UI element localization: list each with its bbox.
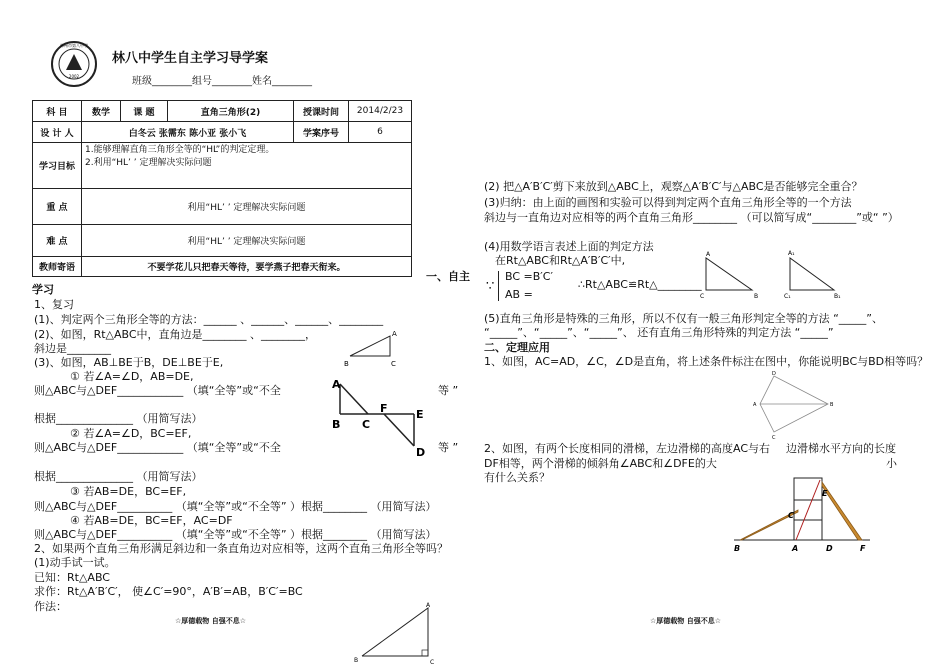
figure-triangle-abc-small — [340, 328, 400, 368]
section-title-self-study-b: 学习 — [32, 283, 54, 296]
left-line: 根据______________ （用简写法） — [34, 412, 203, 425]
left-line: ① 若∠A=∠D，AB=DE, — [70, 370, 194, 383]
left-line: 等 ” — [438, 384, 459, 397]
svg-text:D: D — [416, 446, 426, 459]
right-line: 1、如图，AC=AD，∠C，∠D是直角，将上述条件标注在图中，你能说明BC与BD相等吗？ — [484, 355, 929, 368]
left-line: ③ 若AB=DE，BC=EF, — [70, 485, 187, 498]
date-label: 授课时间 — [294, 101, 349, 122]
right-line: 2、如图，有两个长度相同的滑梯，左边滑梯的高度AC与右 — [484, 442, 771, 455]
right-line: (5)直角三角形是特殊的三角形，所以不仅有一般三角形判定全等的方法 “_____”、 — [484, 312, 883, 325]
info-table — [32, 100, 412, 277]
svg-text:F: F — [380, 402, 388, 415]
svg-text:A: A — [392, 330, 397, 338]
svg-text:A₁: A₁ — [788, 250, 795, 257]
subject-value: 数学 — [82, 101, 121, 122]
svg-text:C: C — [362, 418, 371, 431]
left-line: 已知：Rt△ABC — [34, 571, 110, 584]
logo-year: 2002 — [68, 74, 80, 79]
svg-text:A: A — [426, 602, 431, 609]
left-line: 则△ABC与△DEF__________ （填“全等”或“不全等” ）根据________ （用简写法） — [34, 500, 437, 513]
svg-text:B: B — [734, 544, 741, 553]
designer-label: 设 计 人 — [33, 122, 82, 143]
svg-text:B₁: B₁ — [834, 293, 841, 300]
since-symbol: ∵ — [486, 279, 495, 294]
topic-value: 直角三角形(2) — [168, 101, 294, 122]
right-line: “_____”、“_____”、“_____”、 还有直角三角形特殊的判定方法 “_____” — [484, 326, 834, 339]
section-title-theorem: 二、定理应用 — [484, 341, 550, 354]
left-line: 求作：Rt△A′B′C′， 使∠C′=90°，A′B′=AB，B′C′=BC — [34, 585, 303, 598]
svg-text:C: C — [788, 511, 794, 520]
subject-label: 科 目 — [33, 101, 82, 122]
school-logo — [50, 40, 98, 88]
brace-bracket — [498, 271, 503, 301]
svg-text:E: E — [822, 489, 828, 498]
right-line: 有什么关系？ — [484, 471, 550, 484]
right-line: (4)用数学语言表述上面的判定方法 — [484, 240, 654, 253]
left-line: 则△ABC与△DEF__________ （填“全等”或“不全等” ）根据________ （用简写法） — [34, 528, 437, 541]
left-line: 根据______________ （用简写法） — [34, 470, 203, 483]
logo-text: 林州市第八中学 — [60, 43, 88, 48]
right-line: ∴Rt△ABC≌Rt△________ — [578, 278, 702, 291]
right-line: 斜边与一直角边对应相等的两个直角三角形________ （可以简写成“________”或“ ”） — [484, 211, 899, 224]
svg-text:C: C — [391, 360, 396, 368]
page-title: 林八中学生自主学习导学案 — [112, 51, 269, 66]
left-line: (3)、如图，AB⊥BE于B，DE⊥BE于E, — [34, 356, 224, 369]
svg-text:A: A — [792, 544, 799, 553]
left-line: (2)、如图，Rt△ABC中，直角边是________ 、________， — [34, 328, 317, 341]
left-line: 1、复习 — [34, 298, 74, 311]
left-line: 作法： — [34, 600, 67, 613]
svg-text:B: B — [344, 360, 349, 368]
left-line: 则△ABC与△DEF____________ （填“全等”或“不全 — [34, 384, 281, 397]
topic-label: 课 题 — [121, 101, 168, 122]
svg-text:B: B — [830, 402, 834, 408]
svg-text:D: D — [772, 371, 776, 377]
difficulty-value: 利用“HL’ ’ 定理解决实际问题 — [82, 225, 412, 257]
date-value: 2014/2/23 — [349, 101, 412, 122]
goals-label: 学习目标 — [33, 143, 82, 189]
left-line: ④ 若AB=DE，BC=EF，AC=DF — [70, 514, 233, 527]
svg-text:C₁: C₁ — [784, 293, 791, 300]
right-line: DF相等，两个滑梯的倾斜角∠ABC和∠DFE的大 — [484, 457, 717, 470]
section-title-self-study: 一、自主 — [426, 270, 470, 283]
left-line: 2、如果两个直角三角形满足斜边和一条直角边对应相等，这两个直角三角形全等吗？ — [34, 542, 448, 555]
svg-text:C: C — [772, 435, 776, 440]
difficulty-label: 难 点 — [33, 225, 82, 257]
right-line: AB = — [505, 288, 533, 301]
left-line: (1)动手试一试。 — [34, 556, 116, 569]
key-value: 利用“HL’ ’ 定理解决实际问题 — [82, 189, 412, 225]
figure-triangle-abc-large — [340, 600, 440, 670]
figure-two-triangles — [328, 374, 438, 464]
right-line: (2) 把△A′B′C′剪下来放到△ABC上，观察△A′B′C′与△ABC是否能够完全重合？ — [484, 180, 863, 193]
left-line: 等 ” — [438, 441, 459, 454]
left-line: 则△ABC与△DEF____________ （填“全等”或“不全 — [34, 441, 281, 454]
goal-2: 2.利用“HL’ ’ 定理解决实际问题 — [85, 158, 212, 168]
left-line: (1)、判定两个三角形全等的方法：______ 、______、______、________ — [34, 313, 384, 326]
left-line: ② 若∠A=∠D，BC=EF, — [70, 427, 192, 440]
key-label: 重 点 — [33, 189, 82, 225]
right-line: (3)归纳：由上面的画图和实验可以得到判定两个直角三角形全等的一个方法 — [484, 196, 852, 209]
goals-cell — [82, 143, 412, 189]
goal-1: 1.能够理解直角三角形全等的“HL”的判定定理。 — [85, 145, 275, 155]
right-line: 在Rt△ABC和Rt△A′B′C′中, — [495, 254, 626, 267]
svg-text:F: F — [860, 544, 866, 553]
right-line: BC =B′C′ — [505, 270, 553, 283]
svg-text:B: B — [754, 293, 759, 300]
svg-text:B: B — [354, 657, 359, 664]
designer-value: 白冬云 张需东 陈小亚 张小飞 — [82, 122, 294, 143]
left-motto: ☆厚德载物 自强不息☆ — [175, 617, 246, 625]
svg-text:E: E — [416, 408, 424, 421]
svg-text:B: B — [332, 418, 341, 431]
right-line: 小 — [886, 457, 897, 470]
svg-text:A: A — [706, 251, 711, 258]
figure-slides — [726, 460, 876, 556]
right-line: 边滑梯水平方向的长度 — [786, 442, 896, 455]
figure-two-right-triangles — [700, 246, 850, 302]
svg-text:C: C — [430, 659, 435, 666]
right-motto: ☆厚德载物 自强不息☆ — [650, 617, 721, 625]
svg-text:D: D — [826, 544, 833, 553]
svg-text:A: A — [753, 402, 757, 408]
teacher-label: 教师寄语 — [33, 257, 82, 277]
serial-label: 学案序号 — [294, 122, 349, 143]
left-line: 斜边是________ — [34, 342, 111, 355]
svg-text:A: A — [332, 378, 341, 391]
teacher-value: 不要学花儿只把春天等待，要学燕子把春天衔来。 — [82, 257, 412, 277]
svg-text:C: C — [700, 293, 705, 300]
figure-kite-abcd — [748, 370, 840, 440]
serial-value: 6 — [349, 122, 412, 143]
class-line: 班级________组号________姓名________ — [132, 76, 312, 87]
